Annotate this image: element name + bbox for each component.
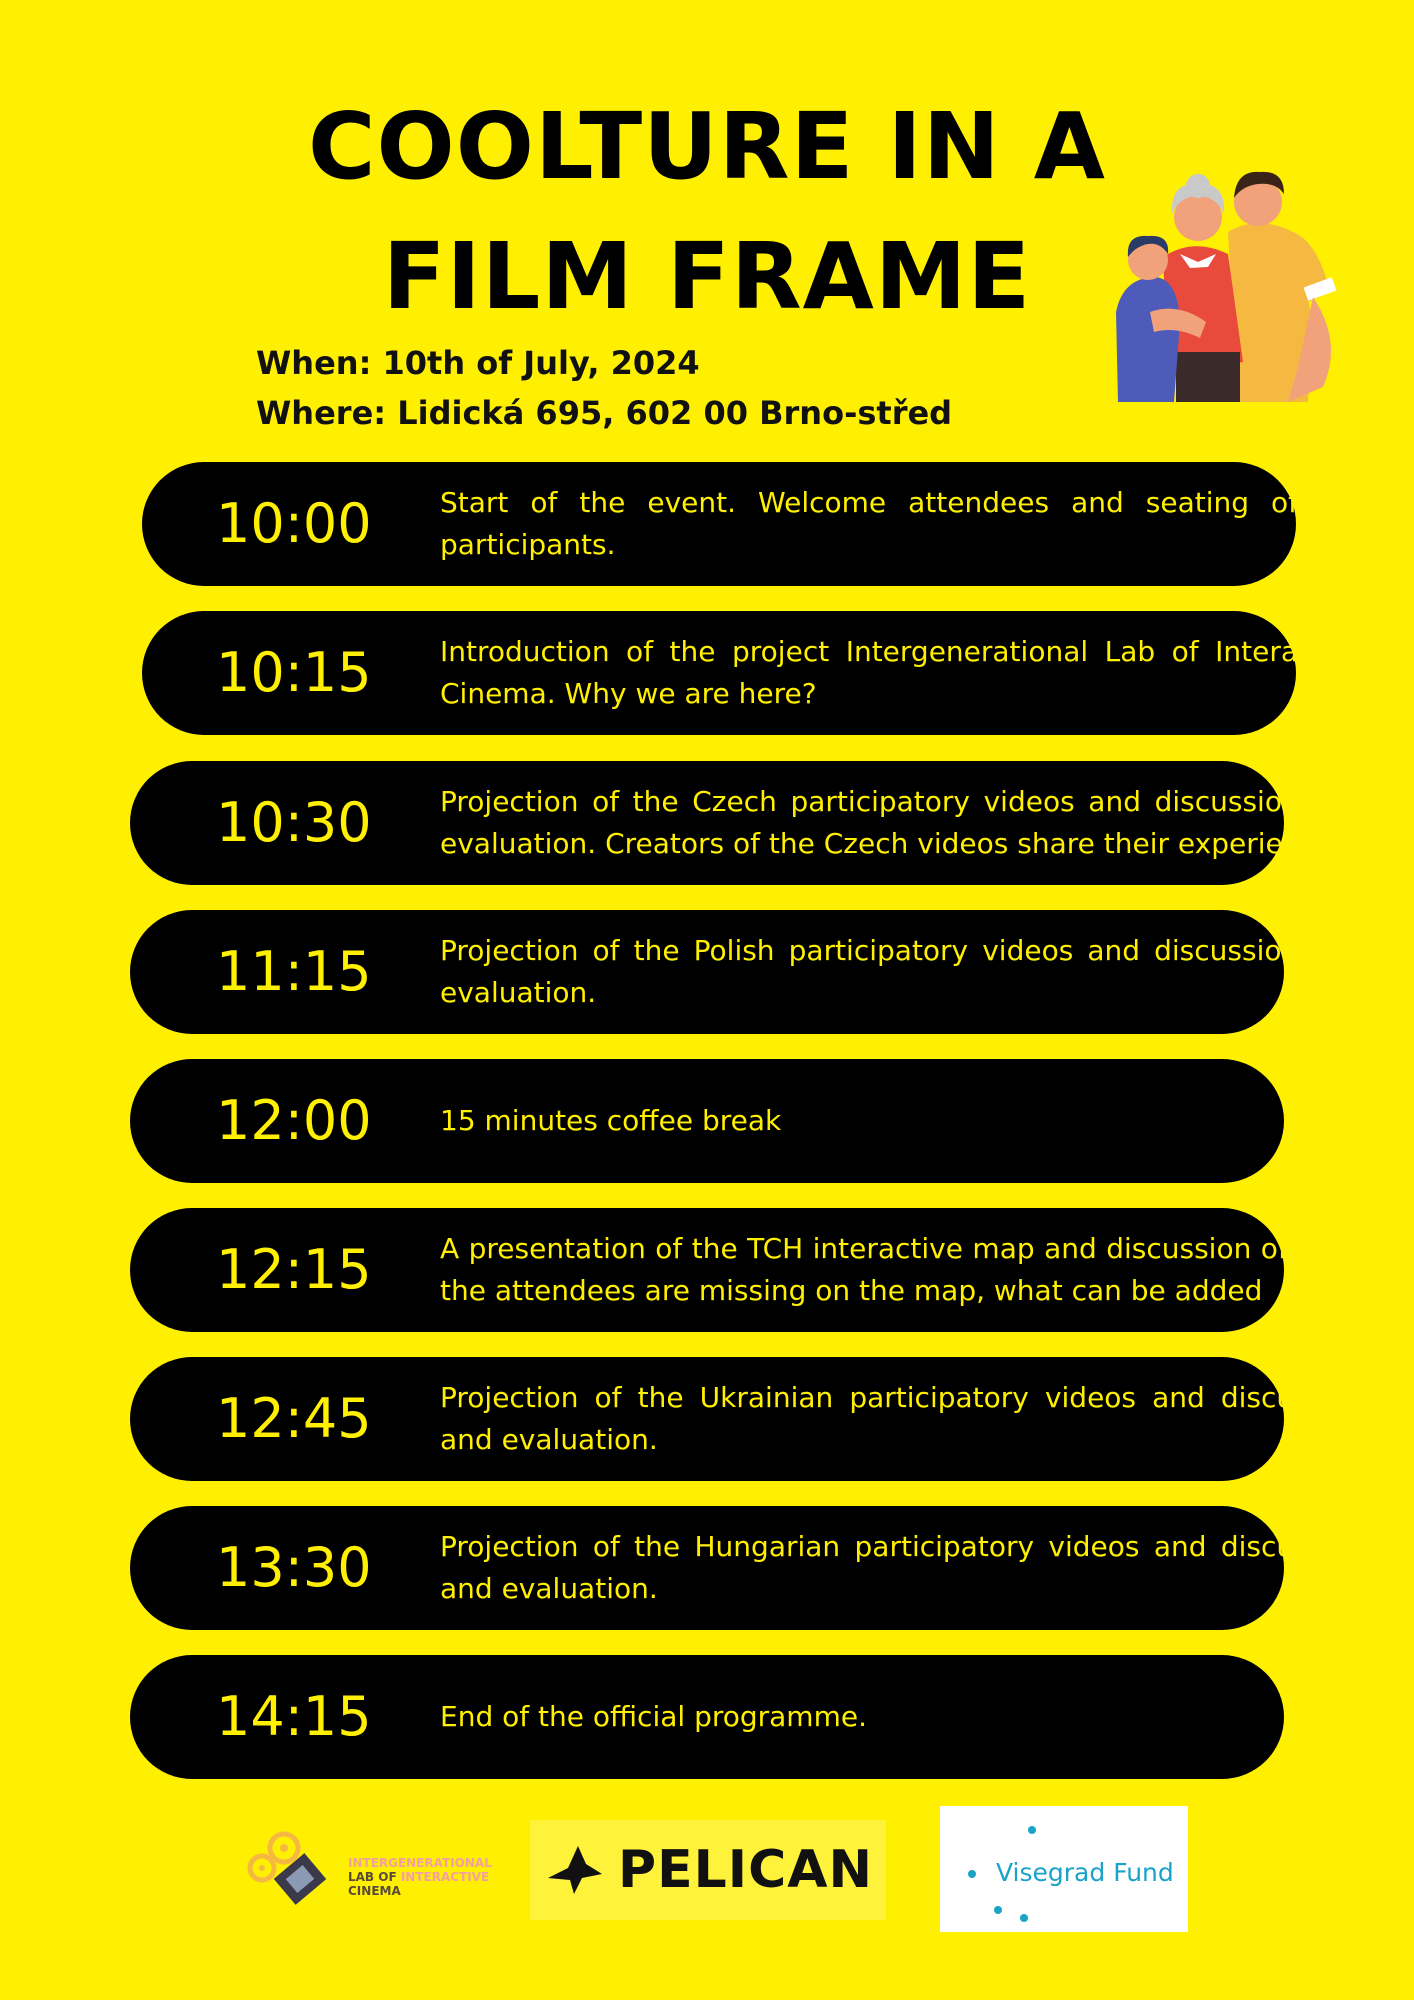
title-line-2: FILM FRAME <box>382 223 1032 330</box>
ilic-line-3: CINEMA <box>348 1884 401 1898</box>
schedule-time: 12:15 <box>216 1238 372 1301</box>
ilic-logo <box>244 1818 492 1918</box>
schedule-time: 11:15 <box>216 940 372 1003</box>
schedule-item <box>130 1059 1284 1183</box>
film-camera-icon <box>244 1818 344 1918</box>
schedule-item <box>142 611 1366 735</box>
family-illustration <box>1108 162 1348 422</box>
schedule-item <box>130 910 1366 1034</box>
pelican-bird-icon <box>546 1840 606 1900</box>
schedule-description: End of the official programme. <box>440 1700 867 1733</box>
schedule-description: Introduction of the project Intergenerational Lab of Interactive Cinema. Why we are here? <box>440 635 1366 710</box>
schedule-description: Projection of the Hungarian participatory videos and discussion and evaluation. <box>440 1530 1366 1605</box>
schedule-item <box>130 1208 1366 1332</box>
schedule-item <box>130 761 1366 885</box>
title-line-1: COOLTURE IN A <box>308 93 1106 200</box>
schedule-time: 10:30 <box>216 791 372 854</box>
visegrad-logo <box>940 1806 1188 1932</box>
schedule-time: 10:00 <box>216 492 372 555</box>
schedule-description: Projection of the Polish participatory videos and discussion and evaluation. <box>440 934 1366 1009</box>
schedule-item <box>130 1506 1366 1630</box>
schedule-time: 13:30 <box>216 1536 372 1599</box>
ilic-logo-text <box>348 1856 492 1898</box>
schedule-description: Projection of the Czech participatory videos and discussion and evaluation. Creators of the Czech videos share their experience. <box>440 785 1366 860</box>
schedule-description: Start of the event. Welcome attendees and seating of the participants. <box>440 486 1366 561</box>
schedule-item <box>130 1655 1284 1779</box>
pelican-logo-text: PELICAN <box>618 1840 874 1900</box>
event-when: When: 10th of July, 2024 <box>256 344 700 382</box>
ilic-line-2b: INTERACTIVE <box>400 1870 490 1884</box>
pelican-logo <box>530 1820 886 1920</box>
schedule-time: 12:00 <box>216 1089 372 1152</box>
schedule-time: 14:15 <box>216 1685 372 1748</box>
schedule-time: 10:15 <box>216 641 372 704</box>
schedule-description: A presentation of the TCH interactive map and discussion of what the attendees are missing on the map, what can be added <box>440 1232 1366 1307</box>
schedule-item <box>130 1357 1366 1481</box>
visegrad-logo-text: Visegrad Fund <box>996 1858 1174 1887</box>
schedule-time: 12:45 <box>216 1387 372 1450</box>
schedule-item <box>142 462 1366 586</box>
partner-logos <box>0 1800 1414 1940</box>
schedule-description: Projection of the Ukrainian participatory videos and discussion and evaluation. <box>440 1381 1366 1456</box>
event-where: Where: Lidická 695, 602 00 Brno-střed <box>256 394 953 432</box>
ilic-line-1: INTERGENERATIONAL <box>348 1856 492 1870</box>
event-info <box>256 338 952 438</box>
ilic-line-2a: LAB OF <box>348 1870 401 1884</box>
schedule-description: 15 minutes coffee break <box>440 1104 782 1137</box>
